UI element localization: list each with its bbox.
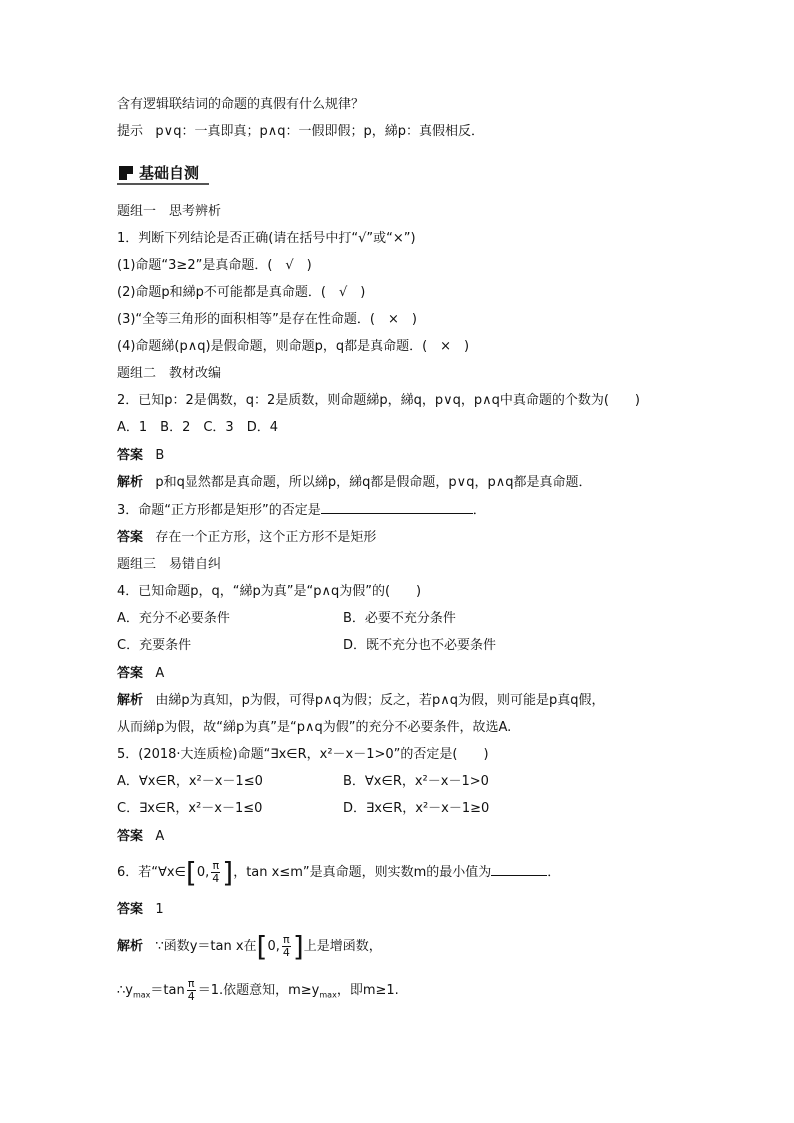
interval-left: 0, (267, 939, 280, 954)
analysis-text: p和q显然都是真命题，所以綈p，綈q都是假命题，p∨q，p∧q都是真命题． (155, 475, 592, 490)
q3-stem (117, 501, 486, 520)
fraction-denominator: 4 (282, 946, 290, 959)
q5-answer (117, 828, 164, 846)
q4-option-d: D．既不充分也不必要条件 (343, 638, 497, 653)
analysis-text: 由綈p为真知，p为假，可得p∧q为假；反之，若p∧q为假，则可能是p真q假， (155, 693, 605, 708)
q4-answer (117, 665, 164, 683)
q2-stem: 2．已知p：2是偶数，q：2是质数，则命题綈p，綈q，p∨q，p∧q中真命题的个数为( ) (117, 393, 641, 408)
answer-value: A (155, 829, 165, 844)
q4-analysis-1 (117, 692, 604, 710)
q3-answer-blank (321, 501, 473, 514)
q4-option-a: A．充分不必要条件 (117, 611, 230, 626)
line2-sub2: max (319, 990, 337, 1000)
line2-mid: ＝tan (150, 983, 185, 998)
q1-stem: 1．判断下列结论是否正确(请在括号中打“√”或“×”) (117, 231, 416, 246)
group1-title: 题组一 思考辨析 (117, 204, 222, 219)
q6-answer-blank (491, 863, 547, 876)
fraction-numerator: π (283, 933, 290, 946)
left-bracket: [ (256, 929, 268, 963)
group2-title: 题组二 教材改编 (117, 366, 222, 381)
q6-stem-end: ． (547, 865, 561, 880)
q2-options: A．1 B．2 C．3 D．4 (117, 420, 278, 435)
answer-value: A (155, 666, 165, 681)
line2-post: ＝1.依题意知，m≥y (197, 983, 320, 998)
left-bracket: [ (185, 855, 197, 889)
q6-answer (117, 901, 164, 919)
q1-item-1: (1)命题“3≥2”是真命题．( √ ) (117, 258, 312, 273)
fraction-denominator: 4 (212, 872, 220, 885)
q4-option-c: C．充要条件 (117, 638, 192, 653)
hint-label: 提示 (117, 124, 144, 139)
q2-analysis (117, 474, 591, 492)
right-bracket: ] (292, 929, 304, 963)
answer-label: 答案 (117, 666, 144, 681)
pi-over-4-fraction (211, 860, 220, 885)
q3-stem-text: 3．命题“正方形都是矩形”的否定是 (117, 503, 321, 518)
q6-analysis-2 (117, 976, 399, 1011)
q4-option-b: B．必要不充分条件 (343, 611, 456, 626)
analysis-label: 解析 (117, 475, 144, 490)
answer-label: 答案 (117, 448, 144, 463)
section-header (117, 163, 209, 183)
q4-analysis-2: 从而綈p为假，故“綈p为真”是“p∧q为假”的充分不必要条件，故选A. (117, 720, 512, 735)
answer-label: 答案 (117, 829, 144, 844)
q1-item-4: (4)命题綈(p∧q)是假命题，则命题p，q都是真命题．( × ) (117, 339, 470, 354)
q3-stem-end: ． (472, 503, 486, 518)
analysis-pre: ∵函数y＝tan x在 (155, 939, 257, 954)
answer-value: B (155, 448, 165, 463)
q2-answer (117, 447, 164, 465)
section-underline (117, 183, 209, 185)
section-square-icon (119, 166, 133, 180)
intro-question: 含有逻辑联结词的命题的真假有什么规律？ (117, 97, 365, 112)
right-bracket: ] (222, 855, 234, 889)
line2-sub: max (132, 990, 151, 1000)
fraction-denominator: 4 (187, 990, 195, 1003)
q6-stem (117, 855, 561, 889)
intro-hint (117, 123, 484, 141)
group3-title: 题组三 易错自纠 (117, 557, 222, 572)
q1-item-3: (3)“全等三角形的面积相等”是存在性命题．( × ) (117, 312, 417, 327)
line2-end: ，即m≥1. (336, 983, 399, 998)
q5-option-c: C．∃x∈R，x²－x－1≤0 (117, 801, 263, 816)
analysis-label: 解析 (117, 693, 144, 708)
q5-option-d: D．∃x∈R，x²－x－1≥0 (343, 801, 490, 816)
q6-analysis-1 (117, 929, 382, 963)
answer-label: 答案 (117, 530, 144, 545)
analysis-label: 解析 (117, 939, 144, 954)
interval-left: 0, (196, 865, 210, 880)
section-title: 基础自测 (139, 164, 200, 182)
q3-answer (117, 529, 376, 547)
q1-item-2: (2)命题p和綈p不可能都是真命题．( √ ) (117, 285, 366, 300)
answer-label: 答案 (117, 902, 144, 917)
q4-stem: 4．已知命题p，q，“綈p为真”是“p∧q为假”的( ) (117, 584, 422, 599)
answer-value: 存在一个正方形，这个正方形不是矩形 (155, 530, 377, 545)
q6-stem-post: ，tan x≤m”是真命题，则实数m的最小值为 (233, 865, 492, 880)
pi-over-4-fraction (187, 978, 196, 1003)
line2-pre: ∴y (117, 983, 133, 998)
q6-stem-pre: 6．若“∀x∈ (117, 865, 186, 880)
fraction-numerator: π (212, 859, 220, 872)
pi-over-4-fraction (282, 934, 291, 959)
analysis-post: 上是增函数， (303, 939, 382, 954)
hint-text: p∨q：一真即真；p∧q：一假即假；p，綈p：真假相反． (155, 124, 484, 139)
q5-stem: 5．(2018·大连质检)命题“∃x∈R，x²－x－1>0”的否定是( ) (117, 747, 489, 762)
q5-option-a: A．∀x∈R，x²－x－1≤0 (117, 774, 263, 789)
q5-option-b: B．∀x∈R，x²－x－1>0 (343, 774, 489, 789)
fraction-numerator: π (187, 977, 195, 990)
answer-value: 1 (155, 902, 164, 917)
